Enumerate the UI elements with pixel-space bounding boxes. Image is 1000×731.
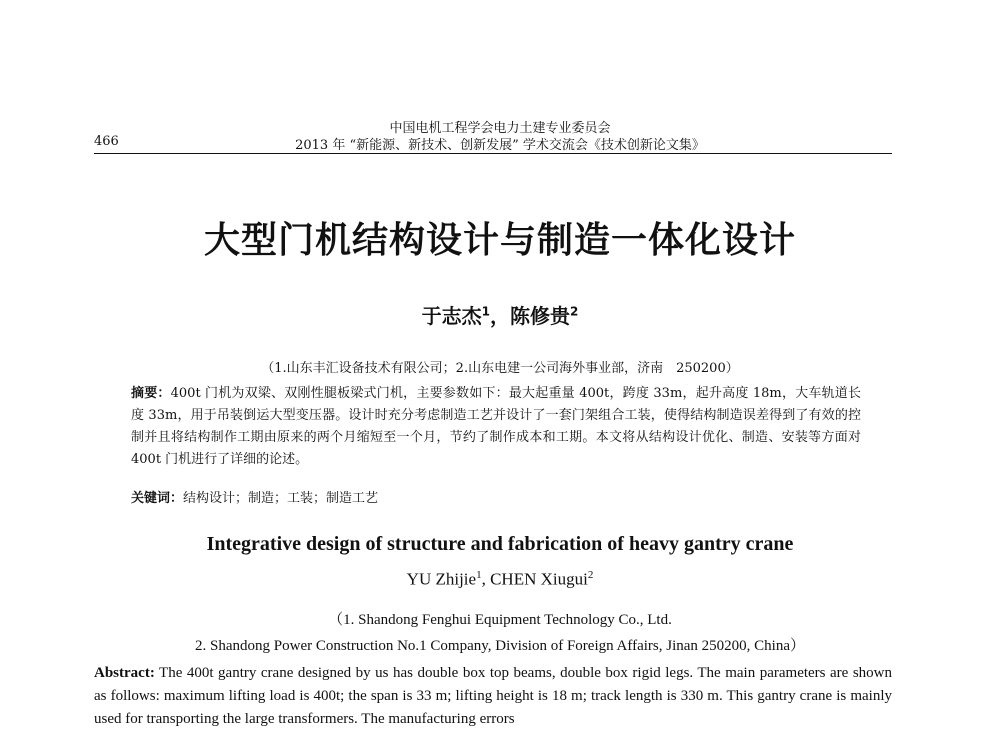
author-separator-cn: ，	[490, 304, 510, 328]
page-number: 466	[94, 134, 119, 149]
paper-title-cn: 大型门机结构设计与制造一体化设计	[203, 220, 796, 261]
author1-cn: 于志杰	[421, 304, 482, 328]
author2-en: CHEN Xiugui	[490, 569, 588, 589]
author2-sup: 2	[570, 304, 579, 319]
header-rule	[94, 153, 892, 154]
abstract-en	[94, 662, 892, 731]
author1-sup: 1	[481, 304, 490, 319]
affiliation2-en: 2. Shandong Power Construction No.1 Company, Division of Foreign Affairs, Jinan 250200, China）	[195, 638, 805, 654]
authors-cn	[0, 300, 1000, 329]
running-header-line1: 中国电机工程学会电力土建专业委员会	[389, 121, 611, 136]
abstract-cn	[131, 383, 861, 471]
running-header-line2: 2013 年 “新能源、新技术、创新发展” 学术交流会《技术创新论文集》	[295, 138, 705, 153]
abstract-label-cn: 摘要：	[131, 386, 171, 401]
abstract-text-en: The 400t gantry crane designed by us has double box top beams, double box rigid legs. The main parameters are shown as follows: maximum lifting load is 400t; the span is 33 m; lifting height is 18 m; track length is 330 m. This gantry crane is mainly used for transporting the large transformers. The manufacturing errors	[94, 665, 892, 727]
author-separator-en: ,	[481, 569, 491, 589]
author2-en-sup: 2	[587, 569, 594, 581]
author1-en-sup: 1	[476, 569, 482, 581]
author2-cn: 陈修贵	[510, 304, 570, 328]
abstract-label-en: Abstract:	[94, 665, 155, 681]
abstract-text-cn: 400t 门机为双梁、双刚性腿板梁式门机，主要参数如下：最大起重量 400t，跨度 33m，起升高度 18m，大车轨道长度 33m，用于吊装倒运大型变压器。设计时充分考虑制造工艺并设计了一套门架组合工装，使得结构制造误差得到了有效的控制并且将结构制作工期由原来的两个月缩短至一个月，节约了制作成本和工期。本文将从结构设计优化、制造、安装等方面对 400t 门机进行了详细的论述。	[131, 386, 861, 467]
paper-title-en: Integrative design of structure and fabrication of heavy gantry crane	[206, 533, 794, 555]
authors-en	[0, 569, 1000, 590]
affiliation1-en: （1. Shandong Fenghui Equipment Technology Co., Ltd.	[328, 612, 672, 628]
keywords-cn	[131, 487, 378, 506]
affiliation-cn: （1.山东丰汇设备技术有限公司；2.山东电建一公司海外事业部，济南 250200）	[261, 361, 739, 376]
author1-en: YU Zhijie	[406, 569, 477, 589]
keywords-label-cn: 关键词：	[131, 491, 184, 506]
keywords-text-cn: 结构设计；制造；工装；制造工艺	[183, 491, 379, 506]
